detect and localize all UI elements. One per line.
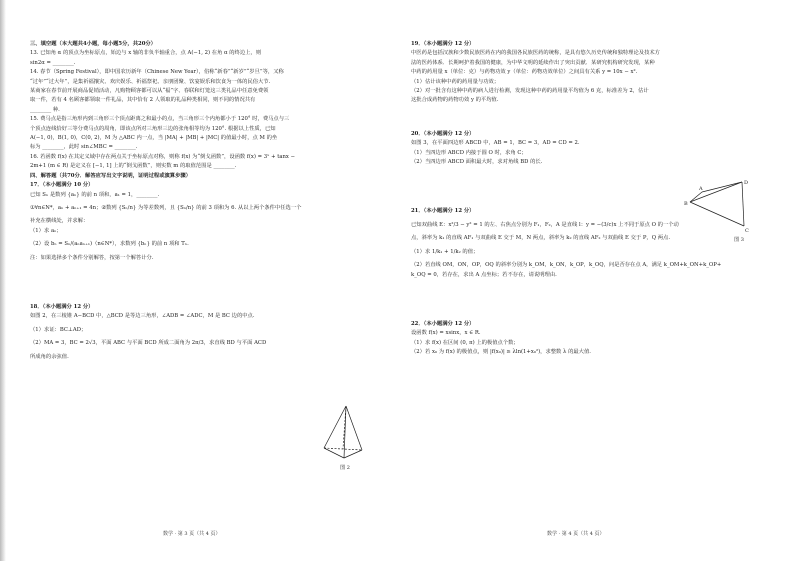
figure-2-caption: 图 2 xyxy=(340,465,350,471)
question-18-heading: 18．（本小题满分 12 分） xyxy=(30,303,94,310)
svg-text:D: D xyxy=(744,180,749,186)
question-17-heading: 17．（本小题满分 10 分） xyxy=(30,182,94,189)
exam-page-4 xyxy=(397,0,794,561)
section-solve-heading: 四、解答题（共70分．解答应写出文字说明，证明过程或演算步骤） xyxy=(30,172,191,179)
question-15: 15. 费马点是指三角形内到三角形三个顶点距离之和最小的点，当三角形三个内角都小于 120° 时，费马点与三 个顶点连线恰好三等分费马点的周角，即该点所对三角形三边的张角相等均为 120°. 根据以上性质，已知 A(−1, 0)，B(1, 0)，C(0, 2)，M 为 △ABC 内一点，当 |MA| + |MB| + |MC| 的值最小时，点 M 的坐 标为 ________，此时 sin∠MBC = ________. xyxy=(30,116,290,151)
question-17: 已知 Sₙ 是数列 {aₙ} 的前 n 项和，a₁ = 1，________. ①∀n∈N*，aₙ + aₙ₊₁ = 4n；②数列 {Sₙ/n} 为等差数列，且 {Sₙ/n} 的前 3 项和为 6. 从以上两个条件中任选一个 补充在横线处，并求解： （1）求 aₙ； （2）设 bₙ = Sₙ/(aₙaₙ₊₁)（n∈N*），求数列 {bₙ} 的前 n 项和 Tₙ. 注：如果选择多个条件分别解答，按第一个解答计分. xyxy=(30,191,302,261)
question-21-heading: 21．（本小题满分 12 分） xyxy=(411,208,475,215)
question-22-heading: 22．（本小题满分 12 分） xyxy=(411,320,475,327)
question-20: 如图 3，在平面四边形 ABCD 中，AB = 1，BC = 3，AD = CD = 2. （1）当四边形 ABCD 内接于圆 O 时，求角 C； （2）当四边形 ABCD 面积最大时，求对角线 BD 的长. xyxy=(411,140,580,166)
svg-text:C: C xyxy=(745,228,749,234)
page-4-footer: 数学 · 第 4 页（共 4 页） xyxy=(547,531,605,537)
question-14: 14. 春节（Spring Festival），即中国农历新年（Chinese New Year），俗称“新春”“新岁”“岁旦”等，又称 “过年”“过大年”，是集祈福攘灾、欢庆娱乐、祈福祭祀、亲朋团聚、饮宴娱乐和饮食为一体的民俗大节. 某商家在春节前开展商品促销活动，凡购物顾客都可以从“福”字、春联和灯笼这三类礼品中任意免费领 取一件，若有 4 名顾客都领取一件礼品，其中恰有 2 人领取的礼品种类相同，则不同的情况共有 ________ 种. xyxy=(30,69,284,113)
question-16: 16. 若函数 f(x) 在其定义域中存在两点关于坐标原点对称，则称 f(x) 为“倒戈函数”，设函数 f(x) = 3ˣ + tanx − 2m+1 (m ∈ R) 是定义在 [−1, 1] 上的“倒戈函数”，则实数 m 的取值范围是 ________. xyxy=(30,153,296,170)
section-fill-in-heading: 三、填空题（本大题共4小题，每小题5分，共20分） xyxy=(30,41,156,47)
figure-3-quadrilateral xyxy=(682,178,756,243)
svg-text:B: B xyxy=(684,201,688,207)
page-3-footer: 数学 · 第 3 页（共 4 页） xyxy=(163,531,221,537)
question-21: 已知双曲线 E：x²/3 − y² = 1 的左、右焦点分别为 F₁，F₂，A 是直线 l：y = −(3/c)x 上不同于原点 O 的一个动 点，斜率为 k₁ 的直线 AF₁ 与双曲线 E 交于 M，N 两点，斜率为 k₂ 的直线 AF₂ 与双曲线 E 交于 P，Q 两点. （1）求 1/k₁ + 1/k₂ 的值； （2）若直线 OM，ON，OP，OQ 的斜率分别为 k_OM，k_ON，k_OP，k_OQ，问是否存在点 A，满足 k_OM+k_ON+k_OP+ k_OQ = 0，若存在，求出 A 点坐标；若不存在，请说明理由. xyxy=(411,221,722,278)
svg-text:A: A xyxy=(699,186,703,192)
question-19: 中医药是包括汉族和少数民族医药在内的我国各民族医药的统称，是具有悠久历史传统和独特理论及技术方 法的医药体系．长期呵护着我国的健康，为中华文明的延续作出了突出贡献．某研究机构研究发现，某种 中药的药用量 x（单位：克）与药物功效 y（单位：药物功效单位）之间具有关系 y = 10x − x². （1）估计该种中药的药用量与功效； （2）对一批含有这种中药的病人进行检测，发现这种中药的药用量平均值为 6 克，标准差为 2，估计 这批合成药物的药物功效 y 的平均值. xyxy=(411,50,660,104)
question-13: 13. 已知角 α 的顶点为坐标原点，始边与 x 轴的非负半轴重合，点 A(−1, 2) 在角 α 的终边上，则 sin2α = ________. xyxy=(30,50,262,66)
question-18: 如图 2，在三棱锥 A−BCD 中，△BCD 是等边三角形，∠ADB = ∠ADC，M 是 BC 边的中点. （1）求证：BC⊥AD； （2）MA = 3，BC = 2√3，平面 ABC 与平面 BCD 所成二面角为 2π/3，求直线 BD 与平面 ACD 所成角的余弦值. xyxy=(30,313,267,360)
figure-3-caption: 图 3 xyxy=(734,237,744,243)
question-22: 设函数 f(x) = xsinx，x ∈ R. （1）求 f(x) 在区间 (0, π) 上的极值点个数； （2）若 x₀ 为 f(x) 的极值点，则 |f(x₀)| ≥ λln(1+x₀²)，求整数 λ 的最大值. xyxy=(411,330,591,356)
figure-2-tetrahedron xyxy=(318,402,372,471)
question-20-heading: 20．（本小题满分 12 分） xyxy=(411,130,475,137)
question-19-heading: 19．（本小题满分 12 分） xyxy=(411,41,475,47)
